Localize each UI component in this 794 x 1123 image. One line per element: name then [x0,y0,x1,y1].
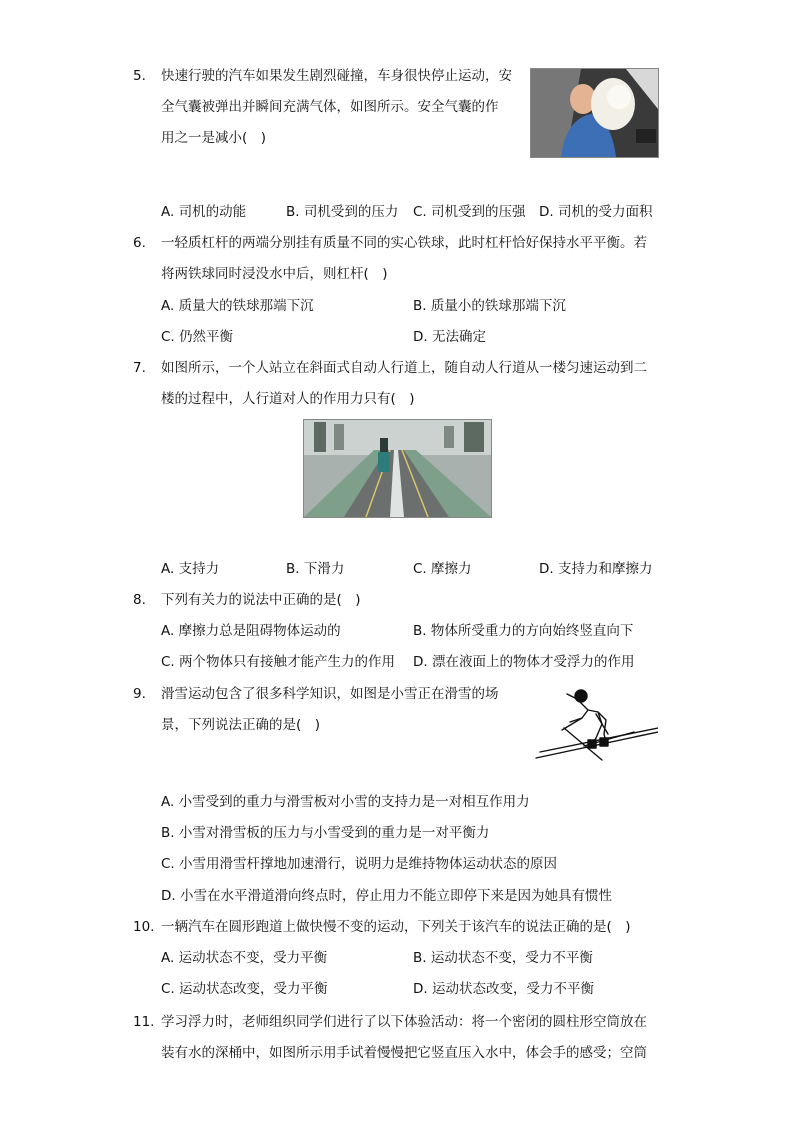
option-d: D. 司机的受力面积 [539,204,653,220]
option-b: B. 小雪对滑雪板的压力与小雪受到的重力是一对平衡力 [161,825,490,841]
stem-line: 景，下列说法正确的是( ) [161,717,321,733]
option-d: D. 无法确定 [413,329,486,345]
option-b: B. 下滑力 [286,561,345,577]
question-number: 10. [133,919,155,935]
question-stem [161,585,361,616]
question-stem [161,61,521,154]
question-stem [161,353,647,415]
option-a: A. 支持力 [161,561,220,577]
stem-line: 快速行驶的汽车如果发生剧烈碰撞，车身很快停止运动，安 [161,68,512,84]
question-6 [133,233,673,295]
question-8 [133,590,673,621]
stem-line: 将两铁球同时浸没水中后，则杠杆( ) [161,266,388,282]
option-b: B. 司机受到的压力 [286,204,399,220]
option-a: A. 摩擦力总是阻碍物体运动的 [161,623,341,639]
stem-line: 装有水的深桶中，如图所示用手试着慢慢把它竖直压入水中，体会手的感受；空筒 [161,1045,647,1061]
question-number: 11. [133,1014,155,1030]
stem-line: 滑雪运动包含了很多科学知识，如图是小雪正在滑雪的场 [161,686,499,702]
question-number: 5. [133,68,146,84]
option-c: C. 两个物体只有接触才能产生力的作用 [161,654,396,670]
question-stem [161,912,631,943]
option-d: D. 支持力和摩擦力 [539,561,653,577]
question-10 [133,917,673,948]
option-a: A. 小雪受到的重力与滑雪板对小雪的支持力是一对相互作用力 [161,794,530,810]
stem-line: 用之一是减小( ) [161,130,267,146]
option-c: C. 小雪用滑雪杆撑地加速滑行，说明力是维持物体运动状态的原因 [161,856,558,872]
option-a: A. 司机的动能 [161,204,247,220]
question-stem [161,228,647,290]
option-c: C. 运动状态改变，受力平衡 [161,981,328,997]
stem-line: 一轻质杠杆的两端分别挂有质量不同的实心铁球，此时杠杆恰好保持水平平衡。若 [161,235,647,251]
stem-line: 全气囊被弹出并瞬间充满气体，如图所示。安全气囊的作 [161,99,499,115]
walkway-illustration [304,420,491,517]
option-d: D. 漂在液面上的物体才受浮力的作用 [413,654,635,670]
question-7 [133,358,673,420]
stem-line: 一辆汽车在圆形跑道上做快慢不变的运动，下列关于该汽车的说法正确的是( ) [161,919,631,935]
stem-line: 楼的过程中，人行道对人的作用力只有( ) [161,391,415,407]
stem-line: 下列有关力的说法中正确的是( ) [161,592,361,608]
option-b: B. 物体所受重力的方向始终竖直向下 [413,623,634,639]
stem-line: 如图所示，一个人站立在斜面式自动人行道上，随自动人行道从一楼匀速运动到二 [161,360,647,376]
option-b: B. 质量小的铁球那端下沉 [413,298,566,314]
question-number: 6. [133,235,146,251]
option-c: C. 司机受到的压强 [413,204,526,220]
airbag-illustration [531,69,658,157]
skier-illustration [534,686,658,762]
question-number: 8. [133,592,146,608]
option-c: C. 摩擦力 [413,561,472,577]
question-stem [161,679,499,741]
skier-drawing [534,686,658,762]
option-c: C. 仍然平衡 [161,329,234,345]
option-a: A. 质量大的铁球那端下沉 [161,298,314,314]
option-d: D. 小雪在水平滑道滑向终点时，停止用力不能立即停下来是因为她具有惯性 [161,888,612,904]
option-d: D. 运动状态改变，受力不平衡 [413,981,594,997]
question-stem [161,1007,647,1069]
question-number: 7. [133,360,146,376]
stem-line: 学习浮力时，老师组织同学们进行了以下体验活动：将一个密闭的圆柱形空筒放在 [161,1014,647,1030]
question-number: 9. [133,686,146,702]
airbag-photo [530,68,659,158]
question-11 [133,1012,673,1074]
option-a: A. 运动状态不变，受力平衡 [161,950,328,966]
moving-walkway-photo [303,419,492,518]
option-b: B. 运动状态不变，受力不平衡 [413,950,593,966]
